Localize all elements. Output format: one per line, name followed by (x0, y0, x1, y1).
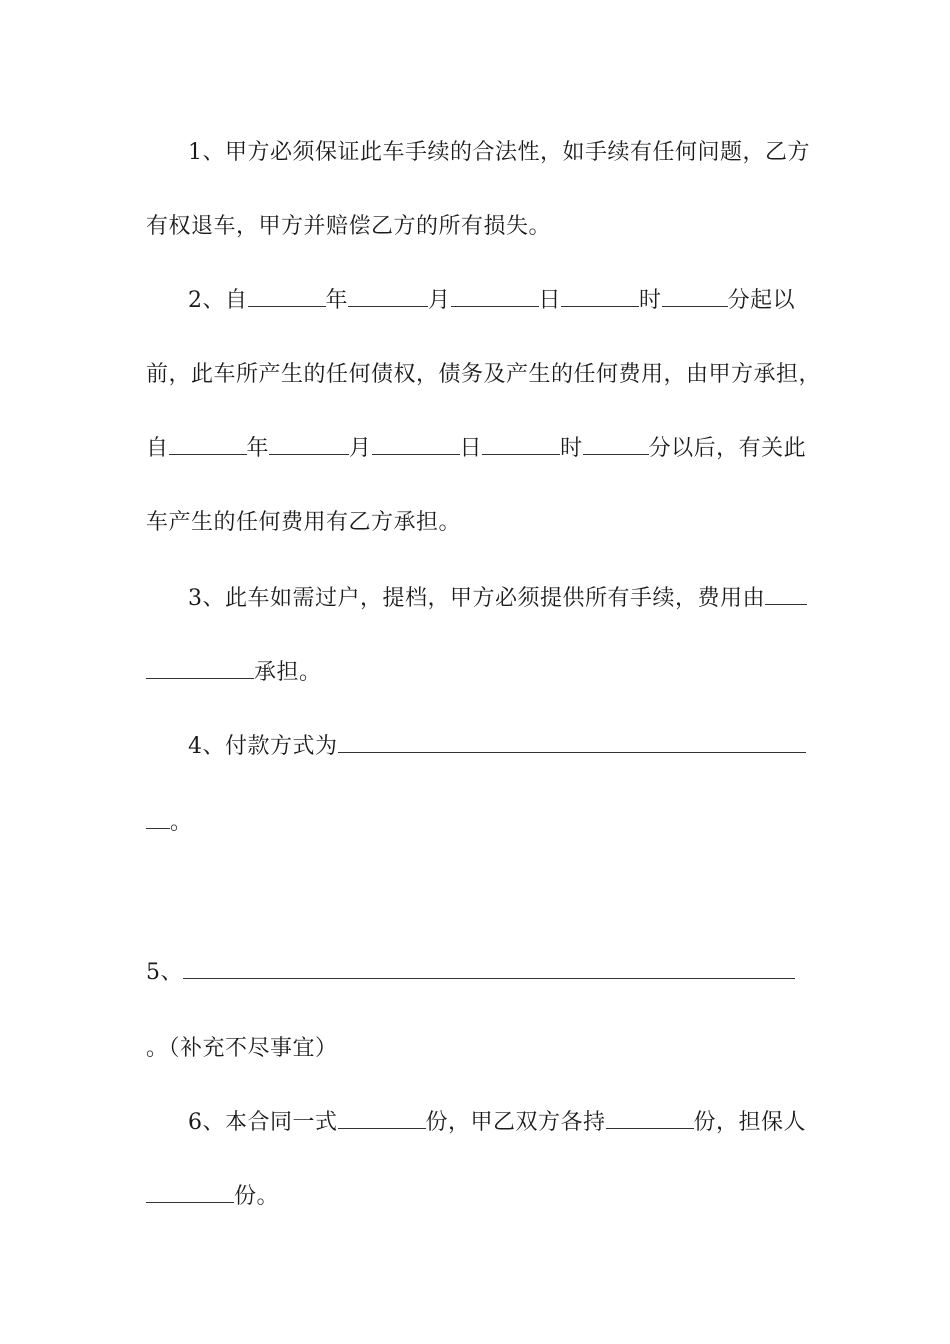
clause6-line1 (188, 1108, 806, 1138)
hour-label: 时 (560, 436, 583, 461)
month-blank[interactable] (348, 286, 428, 307)
payment-method-blank[interactable] (338, 732, 806, 753)
clause5-line1-text: 5、 (146, 960, 183, 985)
clause2-line3 (146, 434, 806, 464)
day-blank[interactable] (451, 286, 539, 307)
clause2-line1-end: 分起以 (727, 288, 796, 313)
clause5-line2: 。（补充不尽事宜） (146, 1036, 338, 1061)
day-blank[interactable] (372, 434, 460, 455)
hour-label: 时 (639, 288, 662, 313)
clause4-line1-text: 4、付款方式为 (188, 734, 338, 759)
clause6-line2 (146, 1182, 279, 1212)
clause6-line1-mid2: 份，担保人 (693, 1110, 807, 1135)
clause4-line2 (146, 808, 193, 838)
clause6-line1-prefix: 6、本合同一式 (188, 1110, 338, 1135)
month-blank[interactable] (269, 434, 349, 455)
clause2-line1 (188, 286, 795, 316)
clause6-line2-end: 份。 (234, 1184, 280, 1209)
minute-blank[interactable] (583, 434, 649, 455)
day-label: 日 (538, 288, 562, 313)
clause4-line1 (188, 732, 806, 762)
minute-blank[interactable] (662, 286, 728, 307)
payment-method-blank-end[interactable] (146, 808, 170, 829)
clause3-line1 (188, 584, 807, 614)
day-label: 日 (459, 436, 483, 461)
supplementary-blank[interactable] (183, 958, 795, 979)
clause5-line1 (146, 958, 795, 988)
clause3-line2 (146, 658, 322, 688)
hour-blank[interactable] (482, 434, 560, 455)
month-label: 月 (349, 436, 372, 461)
year-label: 年 (325, 288, 349, 313)
year-label: 年 (246, 436, 270, 461)
clause2-line2: 前，此车所产生的任何债权，债务及产生的任何费用，由甲方承担， (146, 362, 822, 387)
clause1-line1: 1、甲方必须保证此车手续的合法性，如手续有任何问题，乙方 (188, 140, 810, 165)
clause2-line3-prefix: 自 (146, 436, 169, 461)
clause1-line2: 有权退车，甲方并赔偿乙方的所有损失。 (146, 214, 552, 239)
clause2-line3-end: 分以后，有关此 (648, 436, 807, 461)
year-blank[interactable] (169, 434, 247, 455)
payer-blank-start[interactable] (765, 584, 807, 605)
clause3-line1-text: 3、此车如需过户，提档，甲方必须提供所有手续，费用由 (188, 586, 765, 611)
copies-total-blank[interactable] (338, 1108, 426, 1129)
year-blank[interactable] (248, 286, 326, 307)
clause4-line2-end: 。 (170, 810, 193, 835)
clause6-line1-mid1: 份，甲乙双方各持 (425, 1110, 606, 1135)
clause3-line2-end: 承担。 (254, 660, 322, 685)
clause2-line1-prefix: 2、自 (188, 288, 248, 313)
clause2-line4: 车产生的任何费用有乙方承担。 (146, 510, 462, 535)
payer-blank[interactable] (146, 658, 254, 679)
copies-guarantor-blank[interactable] (146, 1182, 234, 1203)
hour-blank[interactable] (561, 286, 639, 307)
month-label: 月 (428, 288, 451, 313)
copies-each-party-blank[interactable] (606, 1108, 694, 1129)
